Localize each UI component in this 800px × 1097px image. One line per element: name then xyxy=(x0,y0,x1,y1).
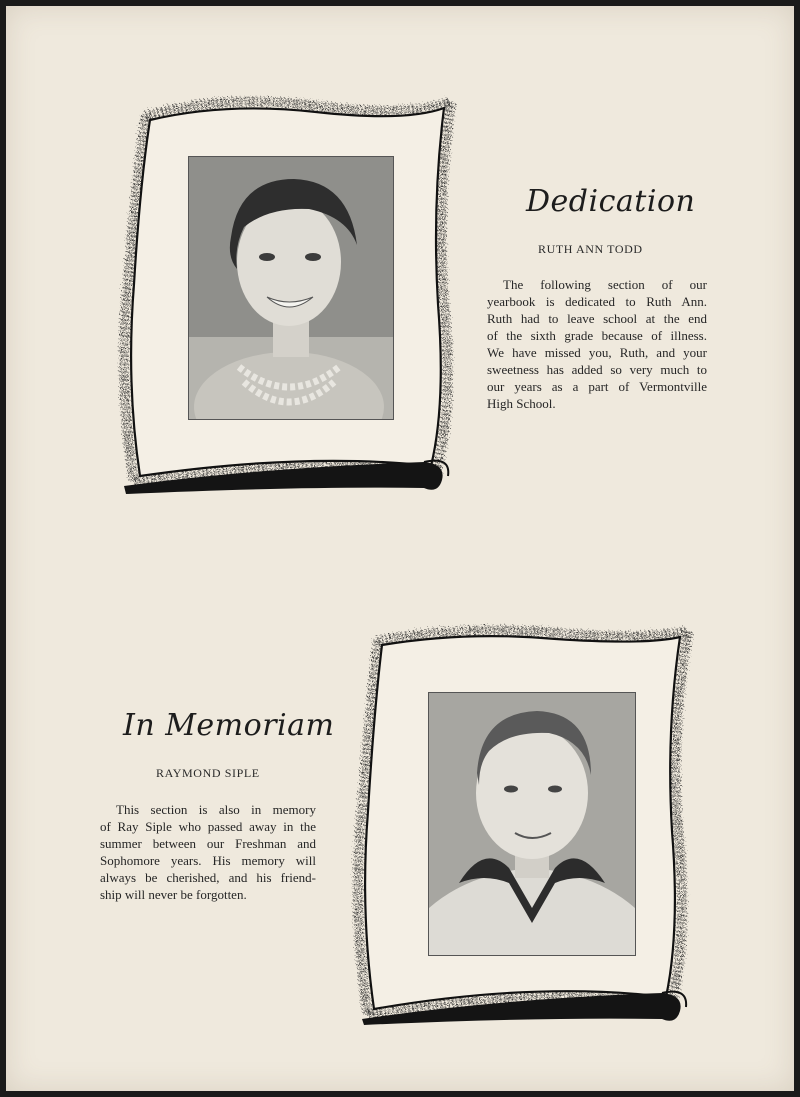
portrait-boy-graphic xyxy=(429,693,635,955)
dedication-line: our years as a part of Vermontville xyxy=(487,379,707,394)
dedication-line: The following section of our xyxy=(503,277,707,292)
memoriam-name: RAYMOND SIPLE xyxy=(156,766,260,780)
dedication-line: Ruth had to leave school at the end xyxy=(487,311,707,326)
dedication-name: RUTH ANN TODD xyxy=(538,242,643,256)
memoriam-line: of Ray Siple who passed away in the xyxy=(100,819,316,834)
memoriam-title: In Memoriam xyxy=(123,708,335,743)
raymond-siple-portrait xyxy=(428,692,636,956)
memoriam-line: This section is also in memory xyxy=(116,802,316,817)
dedication-title: Dedication xyxy=(526,184,696,219)
memoriam-text xyxy=(100,801,316,903)
dedication-line: sweetness has added so very much to xyxy=(487,362,707,377)
memoriam-line: summer between our Freshman and xyxy=(100,836,316,851)
memoriam-line: Sophomore years. His memory will xyxy=(100,853,316,868)
yearbook-page xyxy=(6,6,794,1091)
dedication-line: yearbook is dedicated to Ruth Ann. xyxy=(487,294,707,309)
dedication-line: We have missed you, Ruth, and your xyxy=(487,345,707,360)
dedication-line: of the sixth grade because of illness. xyxy=(487,328,707,343)
portrait-girl-graphic xyxy=(189,157,393,419)
ruth-ann-todd-portrait xyxy=(188,156,394,420)
dedication-line: High School. xyxy=(487,396,556,411)
memoriam-line: ship will never be forgotten. xyxy=(100,887,247,902)
memoriam-line: always be cherished, and his friend- xyxy=(100,870,316,885)
dedication-text xyxy=(487,276,707,412)
